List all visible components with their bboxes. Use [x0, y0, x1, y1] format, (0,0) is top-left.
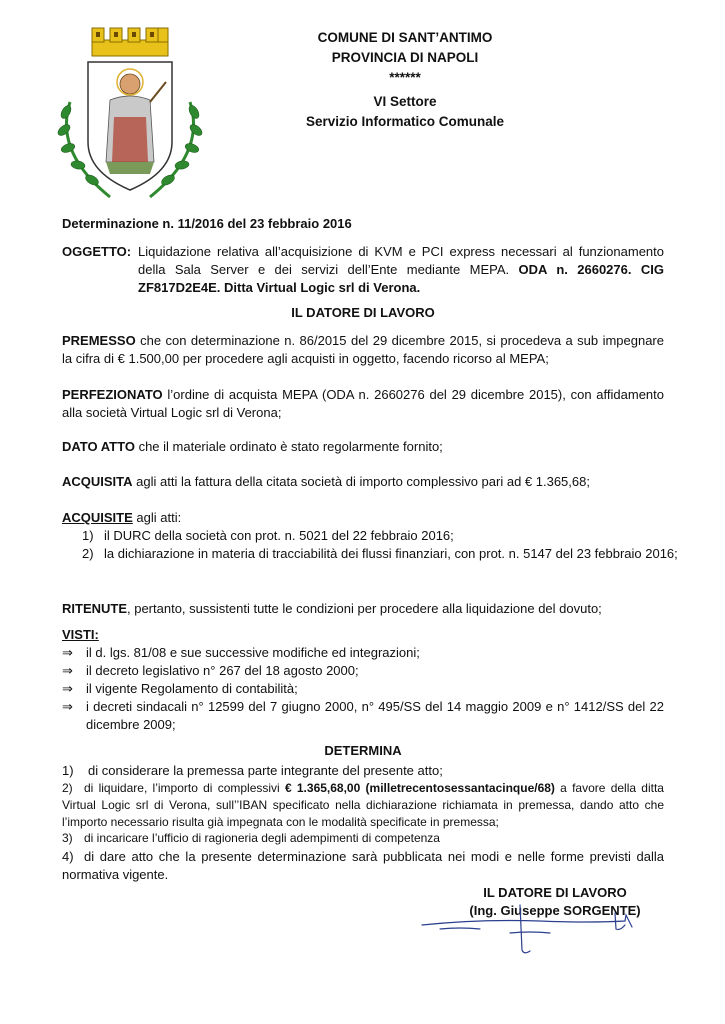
list-item-text: di considerare la premessa parte integrante del presente atto;: [88, 763, 443, 778]
list-item-text: i decreti sindacali n° 12599 del 7 giugno 2000, n° 495/SS del 14 maggio 2009 e n° 1412/SS del 22 dicembre 2009;: [86, 699, 664, 732]
header-provincia: PROVINCIA DI NAPOLI: [331, 50, 479, 65]
determina-item-1: [62, 762, 664, 780]
oggetto-text-main: Liquidazione relativa all’acquisizione di KVM e PCI express necessari al funzionamento della Sala Server e dei servizi dell’Ente mediante MEPA.: [138, 244, 664, 277]
double-arrow-icon: ⇒: [62, 663, 73, 678]
premesso-paragraph: [62, 332, 664, 368]
oggetto-text: [138, 243, 664, 297]
list-item-text: il decreto legislativo n° 267 del 18 agosto 2000;: [86, 663, 359, 678]
visti-item-4: [62, 698, 664, 734]
list-number: 1): [62, 763, 74, 778]
list-number: 4): [62, 849, 74, 864]
acquisite-text: agli atti:: [132, 510, 182, 525]
list-item-text: il vigente Regolamento di contabilità;: [86, 681, 298, 696]
visti-item-2: [62, 662, 664, 680]
header-servizio: Servizio Informatico Comunale: [305, 114, 505, 129]
list-number: 1): [82, 528, 94, 543]
dato-atto-label: DATO ATTO: [62, 439, 135, 454]
handwritten-signature-icon: [420, 885, 670, 955]
acquisite-item-2: [82, 545, 686, 563]
list-number: 3): [62, 831, 73, 845]
determina-heading: DETERMINA: [324, 743, 402, 758]
header-settore: VI Settore: [373, 94, 437, 109]
premesso-text: che con determinazione n. 86/2015 del 29 dicembre 2015, si procedeva a sub impegnare la cifra di € 1.500,00 per procedere agli acquisti in oggetto, facendo ricorso al MEPA;: [62, 333, 664, 366]
list-item-text: di dare atto che la presente determinazione sarà pubblicata nei modi e nelle forme previsti dalla normativa vigente.: [62, 849, 664, 882]
liquidation-amount: € 1.365,68,00 (milletrecentosessantacinque/68): [284, 781, 555, 795]
list-item-text: il d. lgs. 81/08 e sue successive modifiche ed integrazioni;: [86, 645, 420, 660]
dato-atto-paragraph: [62, 438, 664, 456]
acquisita-paragraph: [62, 473, 664, 491]
perfezionato-text: l’ordine di acquista MEPA (ODA n. 2660276 del 29 dicembre 2015), con affidamento alla società Virtual Logic srl di Verona;: [62, 387, 664, 420]
acquisite-paragraph: [62, 509, 664, 527]
list-item-text: la dichiarazione in materia di tracciabilità dei flussi finanziari, con prot. n. 5147 del 23 febbraio 2016;: [104, 546, 678, 561]
determina-item-3: [62, 830, 664, 847]
determina-item-4: [62, 848, 664, 884]
visti-item-3: [62, 680, 664, 698]
list-number: 2): [82, 546, 94, 561]
list-number: 2): [62, 781, 73, 795]
ritenute-label: RITENUTE: [62, 601, 127, 616]
list-item-text: di liquidare, l’importo di complessivi: [84, 781, 285, 795]
ritenute-paragraph: [62, 600, 664, 618]
perfezionato-label: PERFEZIONATO: [62, 387, 163, 402]
determination-title: Determinazione n. 11/2016 del 23 febbraio 2016: [62, 216, 352, 231]
signature-title: IL DATORE DI LAVORO: [483, 885, 627, 900]
visti-label: VISTI:: [62, 627, 99, 642]
municipal-crest-icon: [50, 22, 210, 202]
double-arrow-icon: ⇒: [62, 645, 73, 660]
double-arrow-icon: ⇒: [62, 699, 73, 714]
determina-item-2: [62, 780, 664, 831]
header-comune: COMUNE DI SANT’ANTIMO: [317, 30, 493, 45]
acquisita-label: ACQUISITA: [62, 474, 133, 489]
visti-item-1: [62, 644, 664, 662]
acquisite-item-1: [82, 527, 664, 545]
acquisita-text: agli atti la fattura della citata società di importo complessivo pari ad € 1.365,68;: [132, 474, 590, 489]
list-item-text: di incaricare l’ufficio di ragioneria degli adempimenti di competenza: [84, 831, 440, 845]
oggetto-text-bold: ODA n. 2660276. CIG ZF817D2E4E. Ditta Virtual Logic srl di Verona.: [138, 262, 664, 295]
signature-name: (Ing. Giuseppe SORGENTE): [469, 903, 641, 918]
list-item-text: il DURC della società con prot. n. 5021 del 22 febbraio 2016;: [104, 528, 454, 543]
ritenute-text: , pertanto, sussistenti tutte le condizioni per procedere alla liquidazione del dovuto;: [127, 601, 602, 616]
datore-heading: IL DATORE DI LAVORO: [291, 305, 435, 320]
header-stars: ******: [389, 70, 421, 85]
premesso-label: PREMESSO: [62, 333, 136, 348]
perfezionato-paragraph: [62, 386, 664, 422]
double-arrow-icon: ⇒: [62, 681, 73, 696]
list-item-text: a favore della ditta Virtual Logic srl di Verona, sull’’IBAN specificato nella dichiarazione richiamata in premessa, dando atto che l’importo necessario risulta già impegnata con le modalità specificate in premessa;: [62, 781, 664, 829]
acquisite-label: ACQUISITE: [62, 510, 133, 525]
oggetto-label: OGGETTO:: [62, 244, 132, 259]
dato-atto-text: che il materiale ordinato è stato regolarmente fornito;: [134, 439, 443, 454]
